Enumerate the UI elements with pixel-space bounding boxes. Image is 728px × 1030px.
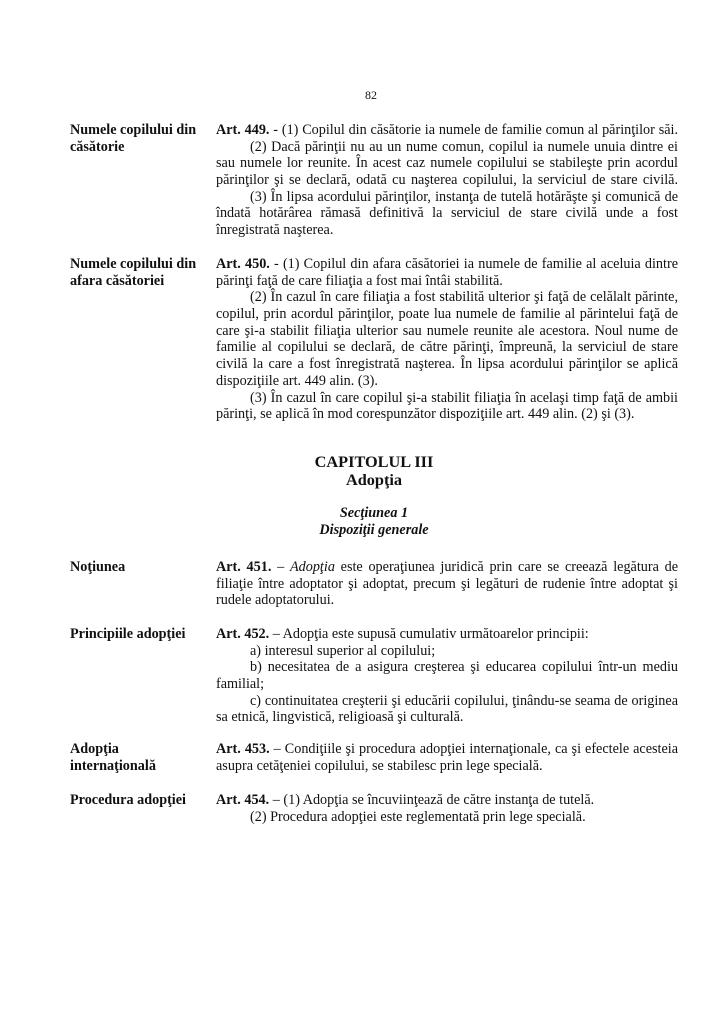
text-line: (3) În cazul în care copilul şi-a stabilit filiaţia în acelaşi timp faţă de ambii	[250, 389, 678, 406]
margin-note-line: afara căsătoriei	[70, 272, 165, 289]
page-number: 82	[365, 88, 377, 102]
margin-note-line: Numele copilului din	[70, 122, 197, 138]
margin-note-line: Principiile adopţiei	[70, 626, 186, 642]
article-number: Art. 454.	[216, 792, 270, 808]
text-line: rudele adoptatorului.	[216, 592, 335, 609]
text-line: părinţilor şi se declară, odată cu naşterea copilului, la serviciul de stare civilă.	[216, 172, 678, 189]
text-line: îndată hotărârea rămasă definitivă la serviciul de stare civilă unde a fost	[216, 205, 678, 222]
article-450	[216, 256, 678, 423]
list-item: c) continuitatea creşterii şi educării copilului, ţinându-se seama de originea	[250, 692, 678, 709]
text-line: asupra cetăţeniei copilului, se stabilesc prin lege specială.	[216, 757, 543, 774]
text-line	[216, 741, 678, 758]
chapter-heading	[70, 453, 678, 489]
margin-note-line: Numele copilului din	[70, 256, 197, 272]
text-line-content: este operaţiunea juridică prin care se creează legătura de	[340, 559, 679, 575]
article-452	[216, 626, 678, 726]
text-line: filiaţie între adoptator şi adoptat, precum şi legături de rudenie între adoptat şi	[216, 575, 678, 592]
text-line: sau numele lor reunite. În acest caz numele copilului se stabileşte prin acordul	[216, 155, 678, 172]
text-line: (2) În cazul în care filiaţia a fost stabilită ulterior şi faţă de celălalt părinte,	[250, 289, 678, 306]
section-title: Secţiunea 1	[339, 505, 409, 521]
text-line: (2) Dacă părinţii nu au un nume comun, copilul ia numele unuia dintre ei	[250, 138, 678, 155]
article-451	[216, 559, 678, 609]
chapter-title: CAPITOLUL III	[314, 452, 434, 471]
margin-note-line: Adopţia	[70, 741, 119, 757]
article-453	[216, 741, 678, 774]
text-line: civilă la care a fost înregistrată naşterea. În lipsa acordului părinţilor se aplică	[216, 356, 678, 373]
text-line: familial;	[216, 676, 265, 693]
defined-term: Adopţia	[289, 559, 335, 575]
text-line: (2) Procedura adopţiei este reglementată prin lege specială.	[250, 808, 586, 825]
text-line-content: – Condiţiile şi procedura adopţiei internaţionale, ca şi efectele acesteia	[273, 741, 679, 757]
text-line-content: – (1) Adopţia se încuviinţează de către instanţa de tutelă.	[272, 792, 595, 808]
margin-note	[70, 792, 212, 809]
list-item: b) necesitatea de a asigura creşterea şi educarea copilului într-un mediu	[250, 659, 678, 676]
text-line: înregistrată naşterea.	[216, 222, 334, 239]
article-454	[216, 792, 678, 825]
margin-note	[70, 559, 212, 576]
text-line: sa etnică, lingvistică, religioasă şi culturală.	[216, 709, 464, 726]
article-number: Art. 449.	[216, 122, 270, 138]
article-449	[216, 122, 678, 239]
text-line: familie al copilului se declară, de către părinţi, împreună, la serviciul de stare	[216, 339, 678, 356]
text-line: părinţi faţă de care filiaţia a fost mai întâi stabilită.	[216, 272, 503, 289]
margin-note	[70, 741, 212, 774]
dash: –	[277, 559, 285, 575]
text-line: (3) În lipsa acordului părinţilor, instanţa de tutelă hotărăşte şi comunică de	[250, 188, 678, 205]
margin-note	[70, 122, 212, 155]
text-line: care şi-a stabilit filiaţia ulterior sau numele reunite ale acestora. Noul nume de	[216, 322, 678, 339]
list-item: a) interesul superior al copilului;	[250, 642, 436, 659]
text-line-content: - (1) Copilul din afara căsătoriei ia numele de familie al aceluia dintre	[274, 256, 678, 272]
text-line	[216, 792, 678, 809]
text-line: copilul, prin acordul părinţilor, poate lua numele de familie al părintelui faţă de	[216, 306, 678, 323]
chapter-name: Adopţia	[345, 470, 403, 489]
article-number: Art. 452.	[216, 626, 270, 642]
margin-note-line: Procedura adopţiei	[70, 792, 186, 808]
text-line: părinţi, se aplică în mod corespunzător dispoziţiile art. 449 alin. (2) şi (3).	[216, 406, 635, 423]
margin-note-line: căsătorie	[70, 138, 125, 155]
text-line-content: – Adopţia este supusă cumulativ următoarelor principii:	[272, 626, 589, 642]
article-number: Art. 451.	[216, 559, 272, 575]
text-line-content: - (1) Copilul din căsătorie ia numele de familie comun al părinţilor săi.	[273, 122, 678, 138]
article-number: Art. 453.	[216, 741, 270, 757]
text-line	[216, 256, 678, 273]
margin-note	[70, 626, 212, 643]
text-line	[216, 559, 678, 576]
section-heading	[70, 505, 678, 539]
margin-note	[70, 256, 212, 289]
text-line: dispoziţiile art. 449 alin. (3).	[216, 372, 378, 389]
section-name: Dispoziţii generale	[319, 522, 429, 538]
margin-note-line: Noţiunea	[70, 559, 126, 575]
article-number: Art. 450.	[216, 256, 270, 272]
text-line	[216, 122, 678, 139]
margin-note-line: internaţională	[70, 757, 156, 774]
text-line	[216, 626, 678, 643]
